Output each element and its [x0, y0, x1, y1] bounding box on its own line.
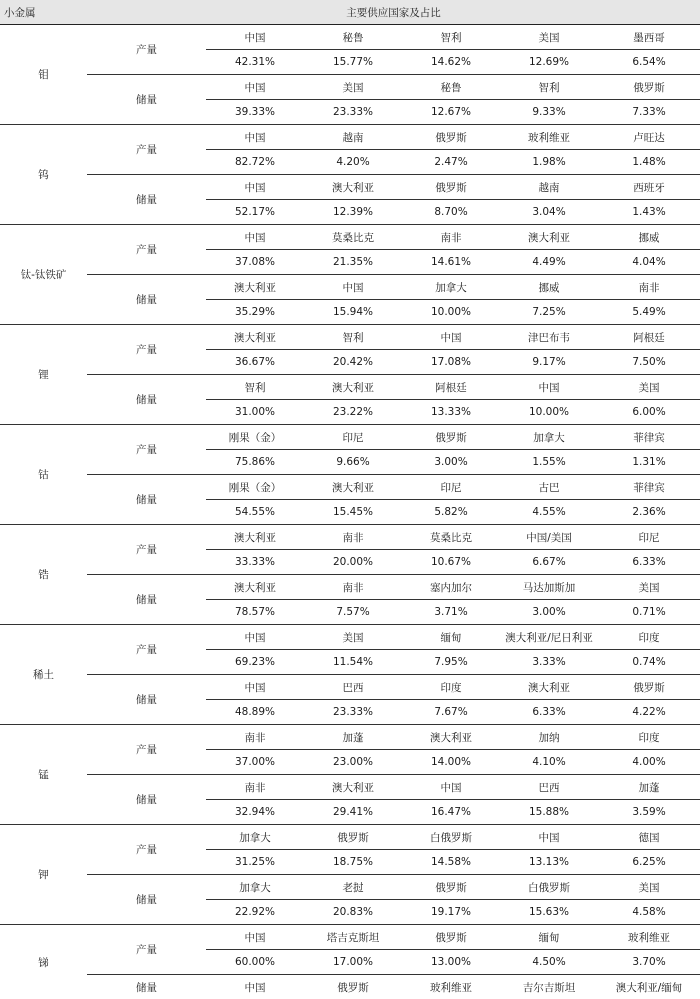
share-cell: 8.70% [402, 200, 500, 225]
share-cell: 7.50% [598, 350, 700, 375]
share-cell: 48.89% [206, 700, 304, 725]
country-cell: 老挝 [304, 875, 402, 900]
measure-type: 产量 [87, 425, 206, 475]
country-cell: 中国 [206, 125, 304, 150]
share-cell: 1.43% [598, 200, 700, 225]
country-cell: 南非 [206, 775, 304, 800]
share-cell: 17.00% [304, 950, 402, 975]
country-cell: 吉尔吉斯坦 [500, 975, 598, 999]
country-cell: 南非 [304, 525, 402, 550]
share-cell: 7.57% [304, 600, 402, 625]
country-cell: 越南 [500, 175, 598, 200]
share-cell: 4.22% [598, 700, 700, 725]
metal-name: 锰 [0, 725, 87, 825]
metal-name: 稀土 [0, 625, 87, 725]
country-cell: 智利 [304, 325, 402, 350]
share-cell: 14.00% [402, 750, 500, 775]
metal-name: 锂 [0, 325, 87, 425]
share-cell: 82.72% [206, 150, 304, 175]
share-cell: 9.66% [304, 450, 402, 475]
share-cell: 4.10% [500, 750, 598, 775]
country-row [0, 375, 700, 400]
share-cell: 4.55% [500, 500, 598, 525]
country-cell: 澳大利亚 [206, 575, 304, 600]
measure-type: 储量 [87, 775, 206, 825]
country-cell: 巴西 [304, 675, 402, 700]
share-cell: 6.67% [500, 550, 598, 575]
country-cell: 印度 [598, 625, 700, 650]
share-cell: 3.33% [500, 650, 598, 675]
share-cell: 15.45% [304, 500, 402, 525]
country-row [0, 675, 700, 700]
share-cell: 3.00% [402, 450, 500, 475]
share-cell: 42.31% [206, 50, 304, 75]
share-cell: 3.00% [500, 600, 598, 625]
country-cell: 俄罗斯 [304, 825, 402, 850]
country-cell: 玻利维亚 [402, 975, 500, 999]
country-cell: 印尼 [402, 475, 500, 500]
country-cell: 刚果（金） [206, 475, 304, 500]
country-cell: 加拿大 [206, 875, 304, 900]
measure-type: 产量 [87, 725, 206, 775]
country-row [0, 825, 700, 850]
share-cell: 5.49% [598, 300, 700, 325]
country-cell: 塞内加尔 [402, 575, 500, 600]
country-cell: 澳大利亚/缅甸 [598, 975, 700, 999]
share-cell: 15.94% [304, 300, 402, 325]
share-cell: 4.04% [598, 250, 700, 275]
share-cell: 20.42% [304, 350, 402, 375]
measure-type: 储量 [87, 875, 206, 925]
share-cell: 0.74% [598, 650, 700, 675]
country-cell: 塔吉克斯坦 [304, 925, 402, 950]
country-cell: 白俄罗斯 [500, 875, 598, 900]
country-cell: 南非 [206, 725, 304, 750]
share-cell: 9.33% [500, 100, 598, 125]
share-cell: 4.20% [304, 150, 402, 175]
country-cell: 智利 [500, 75, 598, 100]
metal-name: 钼 [0, 25, 87, 125]
country-cell: 美国 [500, 25, 598, 50]
measure-type: 产量 [87, 825, 206, 875]
country-cell: 中国 [500, 825, 598, 850]
share-cell: 31.00% [206, 400, 304, 425]
country-row [0, 25, 700, 50]
share-cell: 4.58% [598, 900, 700, 925]
measure-type: 储量 [87, 475, 206, 525]
share-cell: 2.36% [598, 500, 700, 525]
country-cell: 加拿大 [500, 425, 598, 450]
country-cell: 中国 [304, 275, 402, 300]
share-cell: 6.54% [598, 50, 700, 75]
share-cell: 22.92% [206, 900, 304, 925]
share-cell: 14.62% [402, 50, 500, 75]
country-cell: 澳大利亚 [500, 225, 598, 250]
share-cell: 35.29% [206, 300, 304, 325]
measure-type: 产量 [87, 25, 206, 75]
metal-name: 锑 [0, 925, 87, 999]
country-cell: 印度 [402, 675, 500, 700]
share-cell: 7.95% [402, 650, 500, 675]
country-cell: 缅甸 [402, 625, 500, 650]
country-cell: 俄罗斯 [402, 125, 500, 150]
share-cell: 52.17% [206, 200, 304, 225]
country-cell: 澳大利亚/尼日利亚 [500, 625, 598, 650]
share-cell: 23.33% [304, 100, 402, 125]
measure-type: 产量 [87, 525, 206, 575]
share-cell: 75.86% [206, 450, 304, 475]
country-cell: 津巴布韦 [500, 325, 598, 350]
country-row [0, 525, 700, 550]
country-cell: 墨西哥 [598, 25, 700, 50]
metal-name: 锆 [0, 525, 87, 625]
country-cell: 刚果（金） [206, 425, 304, 450]
share-cell: 3.71% [402, 600, 500, 625]
country-cell: 挪威 [500, 275, 598, 300]
country-cell: 菲律宾 [598, 475, 700, 500]
country-cell: 南非 [304, 575, 402, 600]
share-cell: 20.00% [304, 550, 402, 575]
share-cell: 78.57% [206, 600, 304, 625]
country-cell: 中国 [206, 625, 304, 650]
country-cell: 加拿大 [206, 825, 304, 850]
share-cell: 33.33% [206, 550, 304, 575]
share-cell: 19.17% [402, 900, 500, 925]
share-cell: 23.22% [304, 400, 402, 425]
country-cell: 中国 [206, 975, 304, 999]
share-cell: 1.48% [598, 150, 700, 175]
country-row [0, 225, 700, 250]
country-cell: 印尼 [304, 425, 402, 450]
country-row [0, 75, 700, 100]
share-cell: 23.33% [304, 700, 402, 725]
country-cell: 玻利维亚 [598, 925, 700, 950]
country-cell: 南非 [402, 225, 500, 250]
country-cell: 中国 [206, 175, 304, 200]
country-cell: 巴西 [500, 775, 598, 800]
share-cell: 1.31% [598, 450, 700, 475]
country-cell: 澳大利亚 [304, 175, 402, 200]
share-cell: 7.67% [402, 700, 500, 725]
country-cell: 中国 [500, 375, 598, 400]
share-cell: 12.69% [500, 50, 598, 75]
share-cell: 18.75% [304, 850, 402, 875]
share-cell: 12.39% [304, 200, 402, 225]
share-cell: 7.33% [598, 100, 700, 125]
measure-type: 储量 [87, 275, 206, 325]
country-cell: 美国 [598, 375, 700, 400]
country-cell: 加拿大 [402, 275, 500, 300]
country-cell: 俄罗斯 [402, 425, 500, 450]
country-cell: 中国 [206, 675, 304, 700]
country-cell: 中国 [402, 775, 500, 800]
country-cell: 美国 [598, 575, 700, 600]
country-cell: 俄罗斯 [598, 675, 700, 700]
share-cell: 4.50% [500, 950, 598, 975]
share-cell: 5.82% [402, 500, 500, 525]
country-cell: 中国/美国 [500, 525, 598, 550]
share-cell: 3.70% [598, 950, 700, 975]
metal-name: 钴 [0, 425, 87, 525]
country-cell: 马达加斯加 [500, 575, 598, 600]
metal-name: 钾 [0, 825, 87, 925]
share-cell: 6.33% [598, 550, 700, 575]
country-cell: 阿根廷 [402, 375, 500, 400]
country-cell: 澳大利亚 [304, 375, 402, 400]
measure-type: 储量 [87, 375, 206, 425]
share-cell: 7.25% [500, 300, 598, 325]
country-row [0, 725, 700, 750]
share-cell: 20.83% [304, 900, 402, 925]
country-row [0, 325, 700, 350]
country-cell: 澳大利亚 [304, 475, 402, 500]
share-cell: 69.23% [206, 650, 304, 675]
country-cell: 俄罗斯 [402, 875, 500, 900]
country-cell: 中国 [206, 75, 304, 100]
country-cell: 卢旺达 [598, 125, 700, 150]
share-cell: 6.33% [500, 700, 598, 725]
country-cell: 玻利维亚 [500, 125, 598, 150]
share-cell: 14.58% [402, 850, 500, 875]
share-cell: 29.41% [304, 800, 402, 825]
country-cell: 加蓬 [598, 775, 700, 800]
country-cell: 智利 [402, 25, 500, 50]
share-cell: 4.49% [500, 250, 598, 275]
country-cell: 俄罗斯 [598, 75, 700, 100]
country-row [0, 625, 700, 650]
country-cell: 中国 [206, 25, 304, 50]
share-cell: 14.61% [402, 250, 500, 275]
share-cell: 13.13% [500, 850, 598, 875]
country-cell: 智利 [206, 375, 304, 400]
share-cell: 16.47% [402, 800, 500, 825]
country-cell: 莫桑比克 [304, 225, 402, 250]
country-cell: 西班牙 [598, 175, 700, 200]
country-cell: 澳大利亚 [402, 725, 500, 750]
country-cell: 澳大利亚 [304, 775, 402, 800]
share-cell: 0.71% [598, 600, 700, 625]
share-cell: 15.63% [500, 900, 598, 925]
share-cell: 36.67% [206, 350, 304, 375]
share-cell: 13.33% [402, 400, 500, 425]
share-cell: 60.00% [206, 950, 304, 975]
country-cell: 美国 [304, 75, 402, 100]
country-cell: 越南 [304, 125, 402, 150]
country-cell: 秘鲁 [304, 25, 402, 50]
measure-type: 产量 [87, 225, 206, 275]
share-cell: 4.00% [598, 750, 700, 775]
country-cell: 阿根廷 [598, 325, 700, 350]
country-cell: 美国 [598, 875, 700, 900]
country-cell: 菲律宾 [598, 425, 700, 450]
share-cell: 32.94% [206, 800, 304, 825]
country-cell: 秘鲁 [402, 75, 500, 100]
share-cell: 2.47% [402, 150, 500, 175]
measure-type: 产量 [87, 625, 206, 675]
country-row [0, 275, 700, 300]
country-cell: 印度 [598, 725, 700, 750]
country-cell: 澳大利亚 [206, 525, 304, 550]
metal-name: 钛-钛铁矿 [0, 225, 87, 325]
measure-type: 储量 [87, 575, 206, 625]
share-cell: 10.00% [402, 300, 500, 325]
share-cell: 10.67% [402, 550, 500, 575]
country-cell: 俄罗斯 [402, 175, 500, 200]
share-cell: 11.54% [304, 650, 402, 675]
measure-type: 储量 [87, 975, 206, 999]
country-cell: 中国 [402, 325, 500, 350]
share-cell: 39.33% [206, 100, 304, 125]
share-cell: 10.00% [500, 400, 598, 425]
country-cell: 澳大利亚 [206, 275, 304, 300]
share-cell: 21.35% [304, 250, 402, 275]
country-cell: 美国 [304, 625, 402, 650]
country-row [0, 975, 700, 999]
metal-column-header: 小金属 [0, 0, 87, 25]
measure-type: 产量 [87, 125, 206, 175]
country-cell: 澳大利亚 [206, 325, 304, 350]
measure-type: 储量 [87, 175, 206, 225]
share-cell: 12.67% [402, 100, 500, 125]
country-cell: 澳大利亚 [500, 675, 598, 700]
country-cell: 古巴 [500, 475, 598, 500]
country-cell: 白俄罗斯 [402, 825, 500, 850]
share-cell: 9.17% [500, 350, 598, 375]
header-row [0, 0, 700, 25]
country-row [0, 775, 700, 800]
country-row [0, 475, 700, 500]
country-cell: 加蓬 [304, 725, 402, 750]
share-cell: 6.25% [598, 850, 700, 875]
measure-type: 储量 [87, 675, 206, 725]
measure-type: 产量 [87, 925, 206, 975]
supply-column-header: 主要供应国家及占比 [87, 0, 700, 25]
country-row [0, 575, 700, 600]
country-cell: 挪威 [598, 225, 700, 250]
measure-type: 储量 [87, 75, 206, 125]
country-cell: 德国 [598, 825, 700, 850]
share-cell: 1.98% [500, 150, 598, 175]
country-row [0, 125, 700, 150]
country-row [0, 875, 700, 900]
share-cell: 6.00% [598, 400, 700, 425]
country-cell: 中国 [206, 925, 304, 950]
share-cell: 54.55% [206, 500, 304, 525]
country-cell: 俄罗斯 [402, 925, 500, 950]
country-cell: 加纳 [500, 725, 598, 750]
share-cell: 31.25% [206, 850, 304, 875]
country-cell: 南非 [598, 275, 700, 300]
share-cell: 17.08% [402, 350, 500, 375]
country-cell: 俄罗斯 [304, 975, 402, 999]
share-cell: 3.04% [500, 200, 598, 225]
share-cell: 1.55% [500, 450, 598, 475]
share-cell: 23.00% [304, 750, 402, 775]
country-row [0, 925, 700, 950]
share-cell: 37.00% [206, 750, 304, 775]
share-cell: 13.00% [402, 950, 500, 975]
share-cell: 3.59% [598, 800, 700, 825]
country-cell: 中国 [206, 225, 304, 250]
share-cell: 15.88% [500, 800, 598, 825]
country-cell: 莫桑比克 [402, 525, 500, 550]
country-cell: 缅甸 [500, 925, 598, 950]
country-row [0, 425, 700, 450]
share-cell: 15.77% [304, 50, 402, 75]
country-cell: 印尼 [598, 525, 700, 550]
metal-name: 钨 [0, 125, 87, 225]
country-row [0, 175, 700, 200]
measure-type: 产量 [87, 325, 206, 375]
share-cell: 37.08% [206, 250, 304, 275]
